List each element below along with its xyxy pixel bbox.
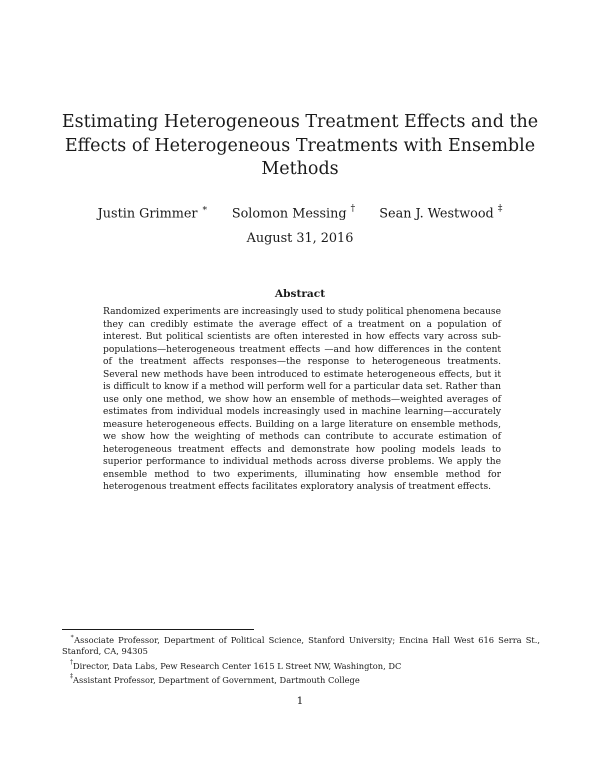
- author-name: Justin Grimmer: [97, 206, 198, 222]
- footnote-3: [62, 672, 540, 686]
- footnote-rule: [62, 629, 254, 630]
- footnote-text: Associate Professor, Department of Political Science, Stanford University; Encina Hall West 616 Serra St., Stanford, CA, 94305: [62, 634, 540, 657]
- abstract-heading: Abstract: [274, 288, 326, 300]
- author-footnote-mark: †: [350, 204, 356, 214]
- author-footnote-mark: ∗: [201, 204, 208, 214]
- author-list: [60, 202, 540, 222]
- footnote-mark: ∗: [70, 633, 75, 640]
- paper-title: Estimating Heterogeneous Treatment Effects and the Effects of Heterogeneous Treatments with Ensemble Methods: [61, 112, 539, 179]
- author-2: [232, 202, 355, 222]
- footnote-mark: †: [70, 658, 73, 666]
- author-footnote-mark: ‡: [497, 204, 503, 214]
- paper-date: August 31, 2016: [246, 231, 354, 246]
- author-name: Solomon Messing: [231, 206, 347, 222]
- author-name: Sean J. Westwood: [379, 206, 494, 222]
- footnotes: [62, 632, 540, 687]
- footnote-text: Director, Data Labs, Pew Research Center 1615 L Street NW, Washington, DC: [73, 660, 402, 671]
- author-1: [98, 202, 208, 222]
- footnote-2: [62, 658, 540, 672]
- footnote-text: Assistant Professor, Department of Government, Dartmouth College: [73, 675, 360, 686]
- abstract-body: Randomized experiments are increasingly used to study political phenomena because they can credibly estimate the average effect of a treatment on a population of interest. But political scientists are often interested in how effects vary across sub-populations—heterogeneous treatment effects —and how differences in the content of the treatment affects responses—the response to heterogeneous treatments. Several new methods have been introduced to estimate heterogeneous effects, but it is difficult to know if a method will perform well for a particular data set. Rather than use only one method, we show how an ensemble of methods—weighted averages of estimates from individual models increasingly used in machine learning—accurately measure heterogeneous effects. Building on a large literature on ensemble methods, we show how the weighting of methods can contribute to accurate estimation of heterogeneous treatment effects and demonstrate how pooling models leads to superior performance to individual methods across diverse problems. We apply the ensemble method to two experiments, illuminating how ensemble method for heterogenous treatment effects facilitates exploratory analysis of treatment effects.: [103, 307, 501, 492]
- page-number: 1: [296, 695, 304, 707]
- footnote-mark: ‡: [70, 673, 73, 681]
- author-3: [379, 202, 502, 222]
- footnote-1: [62, 632, 540, 658]
